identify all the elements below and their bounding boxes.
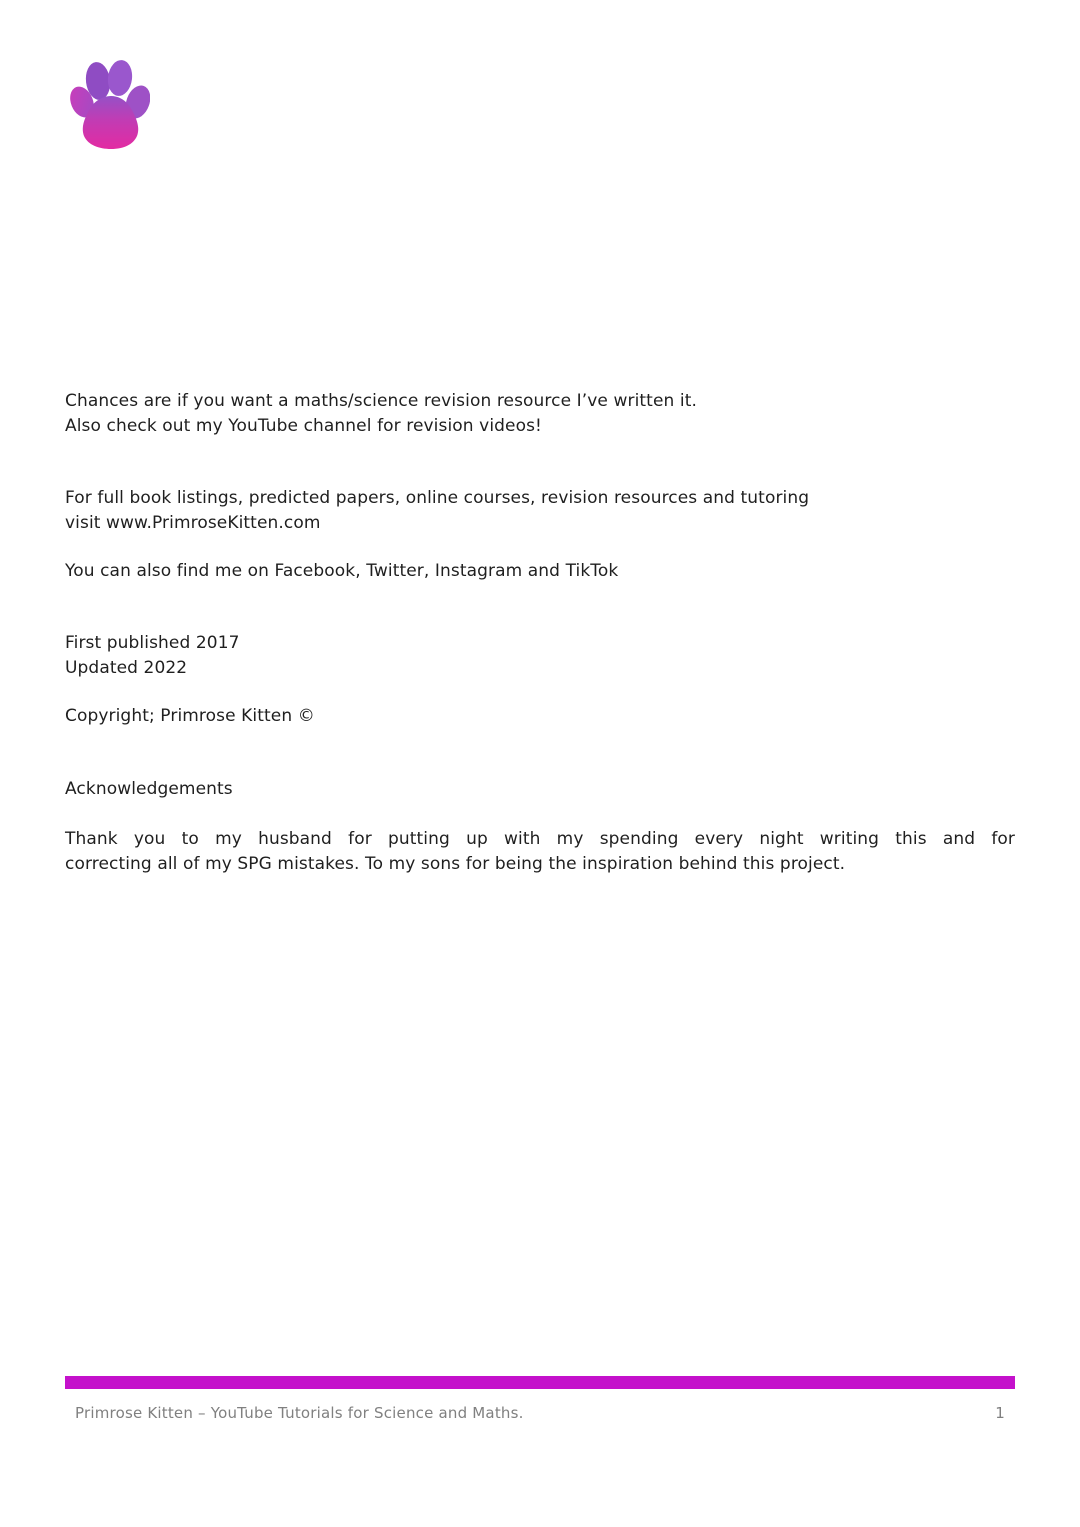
paragraph-intro <box>65 389 1015 439</box>
paragraph-book-listings <box>65 486 1015 536</box>
text-line: First published 2017 <box>65 633 240 653</box>
text-line-website: visit www.PrimroseKitten.com <box>65 513 321 533</box>
page-footer <box>65 1403 1015 1423</box>
text-line: Also check out my YouTube channel for revision videos! <box>65 416 542 436</box>
text-line: correcting all of my SPG mistakes. To my sons for being the inspiration behind this project. <box>65 854 846 874</box>
paragraph-copyright <box>65 704 1015 729</box>
text-line: You can also find me on Facebook, Twitter, Instagram and TikTok <box>65 561 619 581</box>
footer-accent-bar <box>65 1376 1015 1389</box>
text-line: Chances are if you want a maths/science revision resource I’ve written it. <box>65 391 697 411</box>
page-number: 1 <box>995 1404 1005 1422</box>
text-line: Copyright; Primrose Kitten © <box>65 706 315 726</box>
text-line: Acknowledgements <box>65 779 233 799</box>
paw-icon <box>70 60 150 152</box>
text-line: Updated 2022 <box>65 658 188 678</box>
text-line: Thank you to my husband for putting up with my spending every night writing this and for <box>65 829 1015 849</box>
footer-text: Primrose Kitten – YouTube Tutorials for Science and Maths. <box>75 1404 524 1422</box>
text-line: For full book listings, predicted papers, online courses, revision resources and tutoring <box>65 488 810 508</box>
acknowledgements-heading <box>65 777 1015 802</box>
paragraph-publication-dates <box>65 631 1015 681</box>
paw-print-logo <box>70 60 150 152</box>
paragraph-acknowledgements <box>65 827 1015 877</box>
paragraph-social-media <box>65 559 1015 584</box>
